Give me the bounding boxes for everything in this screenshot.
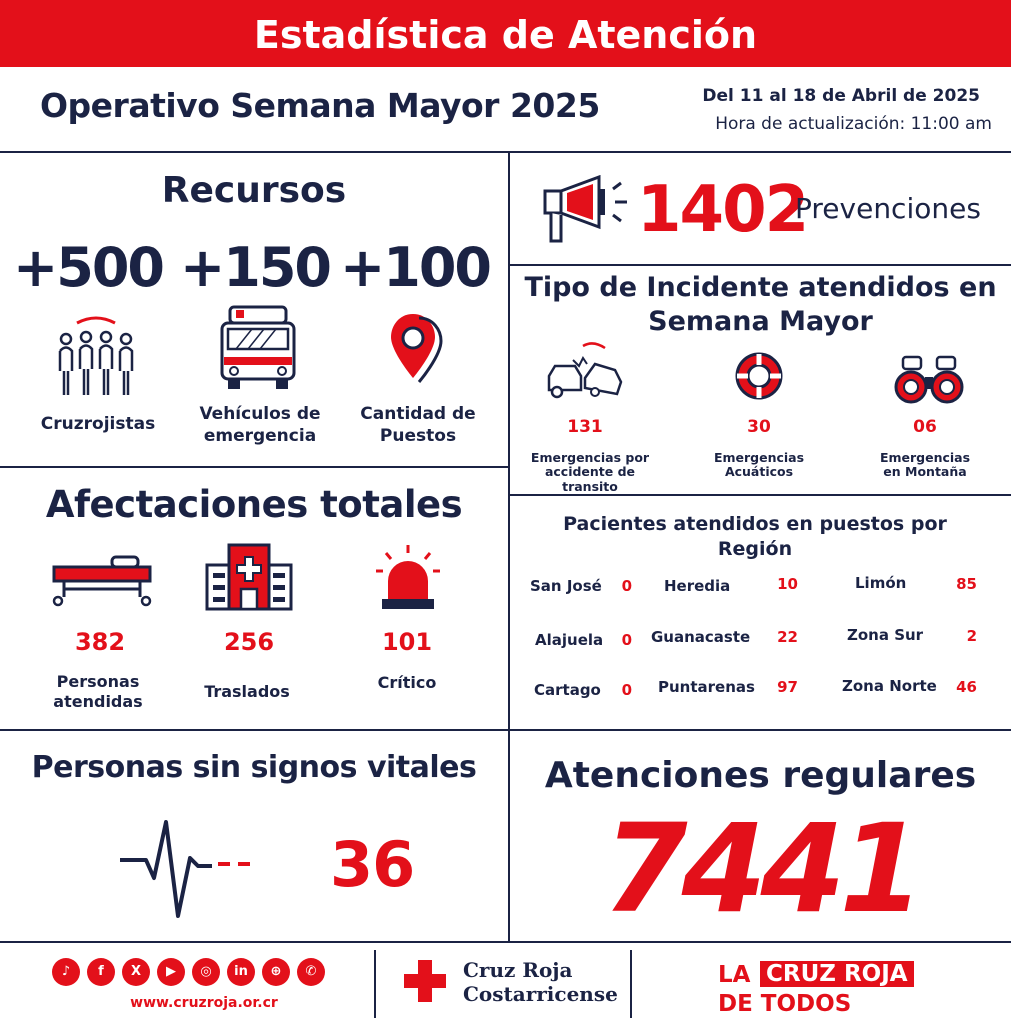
critico-value: 101 <box>381 628 433 656</box>
transit-value: 131 <box>567 417 603 437</box>
region-name: Puntarenas <box>658 678 755 696</box>
vehicles-label-line2: emergencia <box>203 426 317 446</box>
region-value: 0 <box>621 577 632 595</box>
divider <box>0 729 1011 731</box>
region-value: 0 <box>621 631 632 649</box>
instagram-icon[interactable]: ◎ <box>192 958 220 986</box>
linkedin-icon[interactable]: in <box>227 958 255 986</box>
region-value: 85 <box>956 575 977 593</box>
facebook-icon[interactable]: f <box>87 958 115 986</box>
region-name: Alajuela <box>535 631 604 649</box>
slogan-part2: CRUZ ROJA <box>760 961 914 987</box>
tiktok-icon[interactable]: ♪ <box>52 958 80 986</box>
traslados-label: Traslados <box>204 682 290 701</box>
web-icon[interactable]: ⊕ <box>262 958 290 986</box>
region-name: Limón <box>855 574 907 592</box>
afectaciones-title: Afectaciones totales <box>45 483 463 526</box>
region-value: 97 <box>777 678 798 696</box>
heartbeat-icon <box>118 818 254 920</box>
atenciones-title: Atenciones regulares <box>544 755 977 796</box>
mountain-label-line2: en Montaña <box>883 464 967 479</box>
vehicles-value: +150 <box>180 236 330 299</box>
pacientes-title-line1: Pacientes atendidos en puestos por <box>563 513 947 535</box>
incidentes-title-line2: Semana Mayor <box>648 306 873 337</box>
critico-label: Crítico <box>377 673 437 692</box>
atendidas-label-line2: atendidas <box>53 692 143 711</box>
cruzrojistas-value: +500 <box>13 236 163 299</box>
x-icon[interactable]: X <box>122 958 150 986</box>
car-crash-icon <box>545 340 625 406</box>
puestos-label-line1: Cantidad de <box>360 404 476 424</box>
divider <box>0 151 1011 153</box>
update-time: Hora de actualización: 11:00 am <box>715 114 992 134</box>
puestos-value: +100 <box>340 236 490 299</box>
whatsapp-icon[interactable]: ✆ <box>297 958 325 986</box>
region-value: 2 <box>966 627 977 645</box>
transit-label-line2: accidente de transito <box>544 464 636 494</box>
siren-icon <box>372 543 444 613</box>
region-value: 46 <box>956 678 977 696</box>
org-name-line1: Cruz Roja <box>463 958 573 982</box>
divider <box>510 264 1011 266</box>
pacientes-title-line2: Región <box>717 538 793 560</box>
region-name: Zona Norte <box>842 677 937 695</box>
aquatic-value: 30 <box>747 417 771 437</box>
org-name-line2: Costarricense <box>463 982 618 1006</box>
cruzrojistas-label: Cruzrojistas <box>40 414 156 434</box>
megaphone-icon <box>543 175 635 245</box>
region-name: Cartago <box>534 681 601 699</box>
hospital-icon <box>205 543 293 611</box>
incidentes-title-line1: Tipo de Incidente atendidos en <box>524 272 997 303</box>
lifebuoy-icon <box>733 350 785 402</box>
ambulance-icon <box>218 305 298 391</box>
aquatic-label-line2: Acuáticos <box>724 464 794 479</box>
stretcher-icon <box>50 553 154 607</box>
atenciones-value: 7441 <box>602 798 919 940</box>
sin-signos-title: Personas sin signos vitales <box>31 750 477 785</box>
mountain-label-line1: Emergencias <box>879 450 971 465</box>
transit-label-line1: Emergencias por <box>530 450 650 465</box>
divider <box>0 466 508 468</box>
region-name: Zona Sur <box>847 626 924 644</box>
sin-signos-value: 36 <box>330 828 415 901</box>
slogan-part1: LA <box>718 962 751 988</box>
page-title: Estadística de Atención <box>253 13 758 57</box>
aquatic-label-line1: Emergencias <box>713 450 805 465</box>
operation-title: Operativo Semana Mayor 2025 <box>40 86 600 125</box>
mountain-value: 06 <box>913 417 937 437</box>
atendidas-label-line1: Personas <box>56 672 140 691</box>
map-pin-icon <box>385 310 449 386</box>
footer-divider <box>374 950 376 1018</box>
region-name: Heredia <box>664 577 731 595</box>
atendidas-value: 382 <box>74 628 126 656</box>
traslados-value: 256 <box>223 628 275 656</box>
divider <box>510 494 1011 496</box>
region-name: San José <box>530 577 602 595</box>
operation-dates: Del 11 al 18 de Abril de 2025 <box>702 86 980 106</box>
vehicles-label-line1: Vehículos de <box>199 404 321 424</box>
people-icon <box>55 315 137 397</box>
youtube-icon[interactable]: ▶ <box>157 958 185 986</box>
puestos-label-line2: Puestos <box>379 426 457 446</box>
slogan-part3: DE TODOS <box>718 991 852 1017</box>
red-cross-logo <box>402 958 448 1004</box>
region-value: 10 <box>777 575 798 593</box>
binoculars-icon <box>893 355 965 407</box>
region-name: Guanacaste <box>651 628 751 646</box>
recursos-title: Recursos <box>161 170 347 211</box>
website-link[interactable]: www.cruzroja.or.cr <box>130 995 278 1011</box>
prevenciones-value: 1402 <box>637 173 808 247</box>
divider <box>0 941 1011 943</box>
prevenciones-label: Prevenciones <box>795 192 981 225</box>
footer-divider <box>630 950 632 1018</box>
region-value: 22 <box>777 628 798 646</box>
region-value: 0 <box>621 681 632 699</box>
